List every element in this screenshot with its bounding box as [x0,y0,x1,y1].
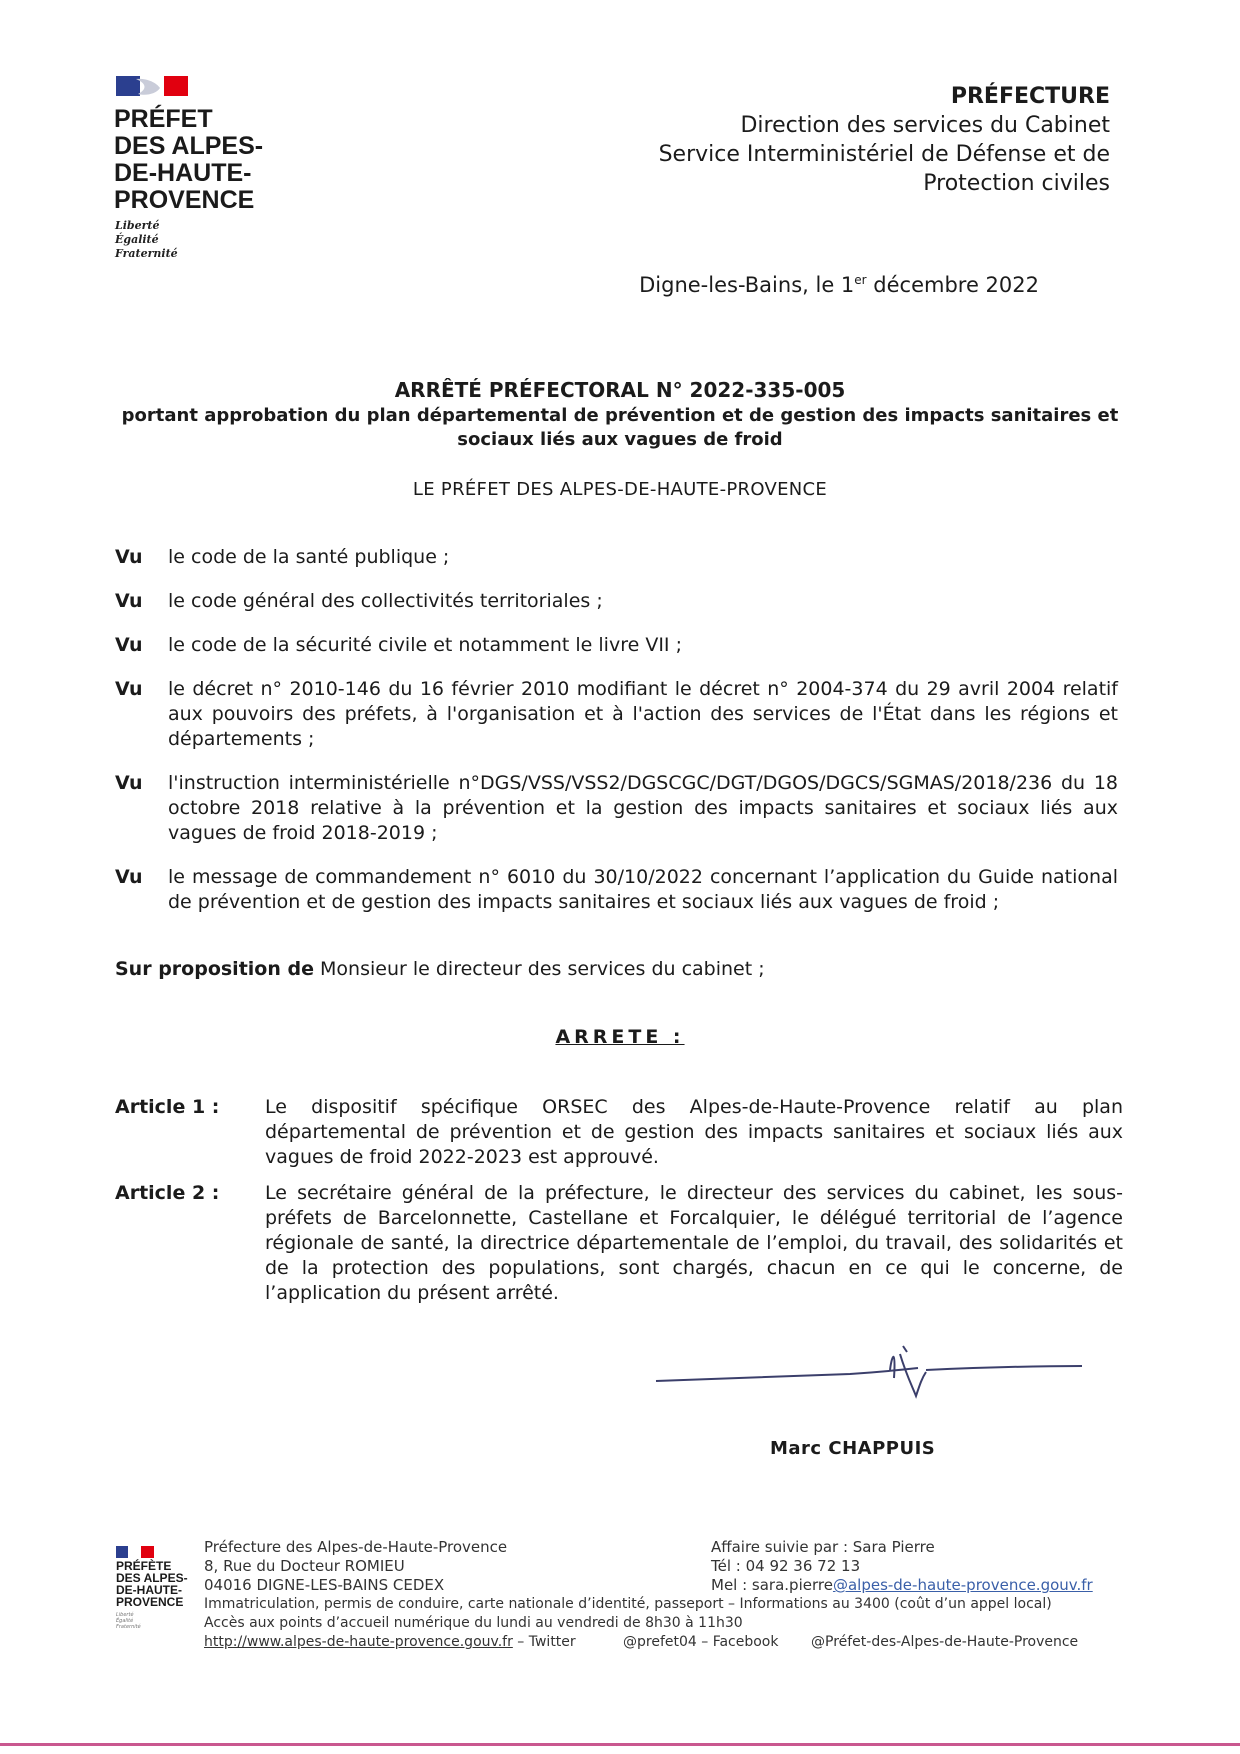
logo-title-line: PROVENCE [114,186,255,214]
motto-line: Liberté [115,219,160,232]
motto-line: Égalité [115,233,159,246]
vu-label: Vu [115,590,143,612]
footer-phone: Tél : 04 92 36 72 13 [711,1557,861,1575]
vu-text: le code général des collectivités territoriales ; [168,590,603,612]
vu-text: le message de commandement n° 6010 du 30/10/2022 concernant l’application du Guide national de prévention et de gestion des impacts sanitaires et sociaux liés aux vagues de froid ; [168,866,1118,913]
footer-address-line: Préfecture des Alpes-de-Haute-Provence [204,1538,508,1556]
decree-title: ARRÊTÉ PRÉFECTORAL N° 2022-335-005 [394,378,846,402]
vu-text: le code de la sécurité civile et notamment le livre VII ; [168,634,682,656]
footer-logo-line: PRÉFÈTE [116,1559,172,1573]
marianne-small-logo-icon [116,1546,154,1558]
proposal-bold: Sur proposition de [115,958,314,980]
proposal-line [115,958,765,980]
dateline-sup: er [854,273,867,287]
prefet-logo-text [114,106,263,214]
footer-links [204,1633,576,1652]
subtitle-line: portant approbation du plan départemental de prévention et de gestion des impacts sanitaires et [121,405,1119,426]
header-service-cont: Protection civiles [923,171,1110,196]
article-label: Article 1 : [115,1096,220,1118]
logo-title-line: PRÉFET [114,105,213,133]
footer-logo-line: DES ALPES- [116,1571,188,1585]
footer-address-line: 04016 DIGNE-LES-BAINS CEDEX [204,1576,445,1594]
article-label: Article 2 : [115,1182,220,1204]
vu-text: le code de la santé publique ; [168,546,450,568]
logo-title-line: DES ALPES- [114,132,264,160]
arrete-heading: ARRETE : [555,1026,685,1048]
footer-twitter-label: – Twitter [512,1634,576,1650]
footer-twitter-handle[interactable]: @prefet04 – Facebook [623,1634,779,1650]
prefet-line: LE PRÉFET DES ALPES-DE-HAUTE-PROVENCE [412,479,828,500]
footer-motto-line: Fraternité [116,1624,141,1630]
marianne-logo-icon [116,74,188,98]
signer-name: Marc CHAPPUIS [770,1438,936,1459]
vu-label: Vu [115,634,143,656]
footer-contact [711,1538,1093,1595]
vu-label: Vu [115,546,143,568]
vu-label: Vu [115,678,143,700]
footer-address-line: 8, Rue du Docteur ROMIEU [204,1557,405,1575]
header-prefecture: PRÉFECTURE [950,84,1110,109]
header-direction: Direction des services du Cabinet [740,113,1110,138]
issuing-service-header [659,82,1110,198]
footer-info-line: Immatriculation, permis de conduire, carte nationale d’identité, passeport – Informations au 3400 (coût d’un appel local) [204,1596,1052,1612]
footer-motto-line: Liberté [116,1612,134,1618]
footer-contact-name: Affaire suivie par : Sara Pierre [711,1538,935,1556]
logo-title-line: DE-HAUTE- [114,159,252,187]
motto-line: Fraternité [115,247,178,260]
footer-email [711,1576,1093,1595]
footer-info-line: Accès aux points d’accueil numérique du lundi au vendredi de 8h30 à 11h30 [204,1615,743,1631]
subtitle-line: sociaux liés aux vagues de froid [457,429,783,450]
footer-facebook-handle[interactable]: @Préfet-des-Alpes-de-Haute-Provence [811,1634,1079,1650]
proposal-text: Monsieur le directeur des services du cabinet ; [313,958,765,980]
logo-motto [115,219,178,261]
footer-address [204,1538,507,1595]
footer-email-link[interactable]: @alpes-de-haute-provence.gouv.fr [832,1576,1093,1594]
footer-logo-line: DE-HAUTE- [116,1583,182,1597]
dateline-prefix: Digne-les-Bains, le 1 [639,273,855,297]
dateline [639,273,1039,297]
footer-logo-line: PROVENCE [116,1595,184,1609]
dateline-suffix: décembre 2022 [866,273,1039,297]
footer-motto-line: Égalité [116,1618,134,1624]
header-service: Service Interministériel de Défense et de [658,142,1110,167]
vu-label: Vu [115,866,143,888]
footer-info [204,1595,1052,1633]
footer-logo-motto [116,1612,141,1630]
vu-text: l'instruction interministérielle n°DGS/VSS/VSS2/DGSCGC/DGT/DGOS/DGCS/SGMAS/2018/236 du 18 octobre 2018 relative à la prévention et la gestion des impacts sanitaires et sociaux liés aux vagues de froid 2018-2019 ; [168,772,1118,844]
footer-website-link[interactable]: http://www.alpes-de-haute-provence.gouv.fr [204,1634,513,1650]
article-text: Le dispositif spécifique ORSEC des Alpes-de-Haute-Provence relatif au plan départemental de prévention et de gestion des impacts sanitaires et sociaux liés aux vagues de froid 2022-2023 est approuvé. [265,1096,1123,1168]
bottom-divider [0,1743,1240,1746]
footer-logo-text [116,1560,188,1608]
article-text: Le secrétaire général de la préfecture, le directeur des services du cabinet, les sous-préfets de Barcelonnette, Castellane et Forcalquier, le délégué territorial de l’agence régionale de santé, la directrice départementale de l’emploi, du travail, des solidarités et de la protection des populations, sont chargés, chacun en ce qui le concerne, de l’application du présent arrêté. [265,1182,1123,1304]
vu-text: le décret n° 2010-146 du 16 février 2010 modifiant le décret n° 2004-374 du 29 avril 2004 relatif aux pouvoirs des préfets, à l'organisation et à l'action des services de l'État dans les régions et départements ; [168,678,1118,750]
handwritten-signature [650,1334,1090,1414]
footer-email-prefix: Mel : sara.pierre [711,1576,833,1594]
vu-label: Vu [115,772,143,794]
decree-subtitle [110,404,1130,452]
